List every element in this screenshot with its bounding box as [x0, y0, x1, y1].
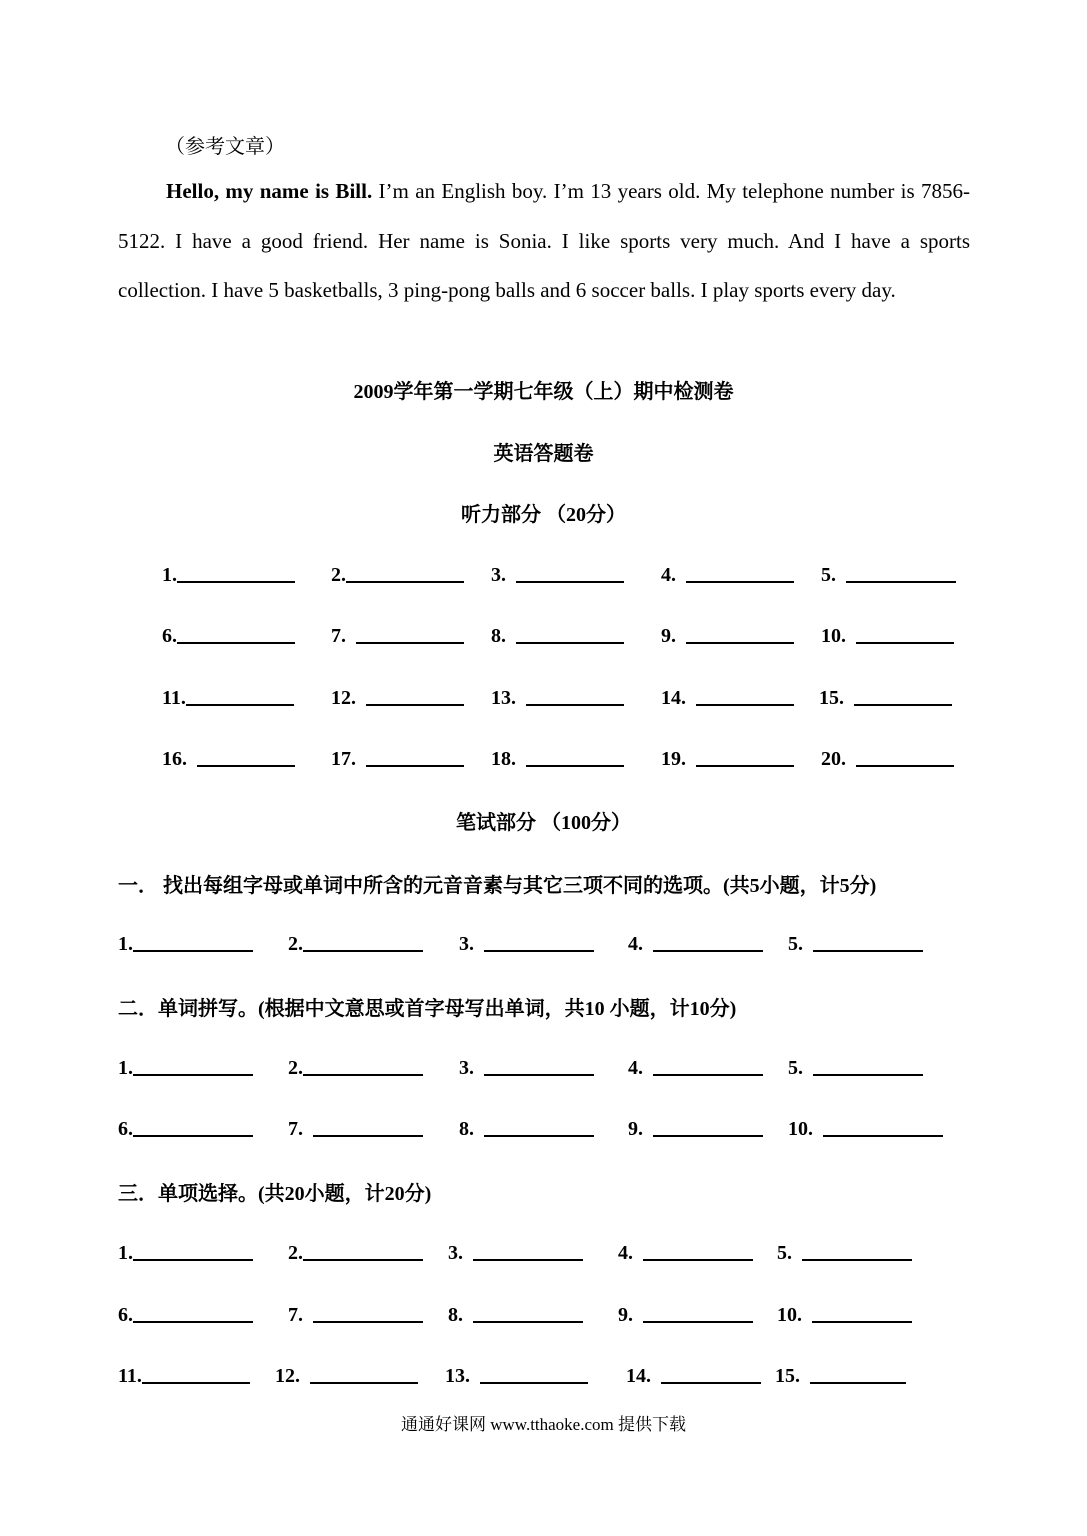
- answer-blank[interactable]: 2.: [288, 1054, 423, 1080]
- section-3-title: 三．单项选择。(共20小题，计20分): [118, 1183, 432, 1205]
- answer-blank[interactable]: 5.: [777, 1239, 912, 1265]
- answer-blank[interactable]: 15.: [775, 1362, 906, 1388]
- answer-blank[interactable]: 14.: [626, 1362, 761, 1388]
- answer-blank[interactable]: 1.: [118, 1054, 253, 1080]
- answer-blank[interactable]: 4.: [628, 930, 763, 956]
- answer-blank[interactable]: 9.: [628, 1115, 763, 1141]
- answer-blank[interactable]: 15.: [819, 684, 952, 710]
- answer-blank[interactable]: 12.: [331, 684, 464, 710]
- answer-blank[interactable]: 14.: [661, 684, 794, 710]
- section-3-row: [0, 1239, 1087, 1265]
- answer-blank[interactable]: 10.: [821, 622, 954, 648]
- footer-credit: 通通好课网 www.tthaoke.com 提供下载: [400, 1415, 687, 1434]
- answer-blank[interactable]: 3.: [491, 561, 624, 587]
- listening-row: [0, 684, 1087, 710]
- section-1-row: [0, 930, 1087, 956]
- answer-blank[interactable]: 12.: [275, 1362, 418, 1388]
- answer-blank[interactable]: 8.: [448, 1301, 583, 1327]
- answer-blank[interactable]: 7.: [331, 622, 464, 648]
- reference-bold-lead: Hello, my name is Bill.: [166, 179, 373, 203]
- answer-blank[interactable]: 8.: [459, 1115, 594, 1141]
- answer-blank[interactable]: 20.: [821, 745, 954, 771]
- reference-label: （参考文章）: [165, 136, 285, 158]
- answer-blank[interactable]: 4.: [618, 1239, 753, 1265]
- answer-blank[interactable]: 13.: [491, 684, 624, 710]
- answer-blank[interactable]: 1.: [118, 1239, 253, 1265]
- answer-blank[interactable]: 19.: [661, 745, 794, 771]
- answer-blank[interactable]: 9.: [618, 1301, 753, 1327]
- section-1-title: 一． 找出每组字母或单词中所含的元音音素与其它三项不同的选项。(共5小题，计5分): [118, 875, 877, 897]
- answer-blank[interactable]: 7.: [288, 1301, 423, 1327]
- answer-blank[interactable]: 18.: [491, 745, 624, 771]
- exam-title: 2009学年第一学期七年级（上）期中检测卷: [353, 381, 734, 403]
- reference-paragraph: [118, 167, 970, 316]
- section-2-row: [0, 1054, 1087, 1080]
- answer-blank[interactable]: 2.: [288, 1239, 423, 1265]
- answer-blank[interactable]: 1.: [162, 561, 295, 587]
- answer-blank[interactable]: 16.: [162, 745, 295, 771]
- answer-blank[interactable]: 17.: [331, 745, 464, 771]
- exam-subtitle: 英语答题卷: [493, 443, 594, 465]
- answer-blank[interactable]: 13.: [445, 1362, 588, 1388]
- section-2-row: [0, 1115, 1087, 1141]
- answer-blank[interactable]: 11.: [162, 684, 294, 710]
- reference-body: I’m an English boy. I’m 13 years old. My telephone number is 7856-5122. I have a good friend. Her name is Sonia. I like sports very much. And I have a sports collection. I have 5 basketballs, 3 ping-pong balls and 6 soccer balls. I play sports every day.: [118, 179, 970, 302]
- answer-blank[interactable]: 9.: [661, 622, 794, 648]
- listening-heading: 听力部分 （20分）: [461, 504, 626, 526]
- section-2-title: 二．单词拼写。(根据中文意思或首字母写出单词，共10 小题，计10分): [118, 998, 737, 1020]
- answer-blank[interactable]: 5.: [821, 561, 956, 587]
- listening-row: [0, 745, 1087, 771]
- answer-blank[interactable]: 6.: [162, 622, 295, 648]
- answer-blank[interactable]: 5.: [788, 1054, 923, 1080]
- answer-blank[interactable]: 5.: [788, 930, 923, 956]
- answer-blank[interactable]: 7.: [288, 1115, 423, 1141]
- answer-blank[interactable]: 10.: [777, 1301, 912, 1327]
- written-heading: 笔试部分 （100分）: [456, 812, 631, 834]
- answer-blank[interactable]: 8.: [491, 622, 624, 648]
- answer-blank[interactable]: 4.: [661, 561, 794, 587]
- answer-blank[interactable]: 3.: [448, 1239, 583, 1265]
- listening-row: [0, 622, 1087, 648]
- answer-blank[interactable]: 3.: [459, 1054, 594, 1080]
- answer-blank[interactable]: 11.: [118, 1362, 250, 1388]
- answer-blank[interactable]: 2.: [331, 561, 464, 587]
- section-3-row: [0, 1301, 1087, 1327]
- section-3-row: [0, 1362, 1087, 1388]
- answer-blank[interactable]: 6.: [118, 1301, 253, 1327]
- listening-row: [0, 561, 1087, 587]
- answer-blank[interactable]: 10.: [788, 1115, 943, 1141]
- answer-blank[interactable]: 4.: [628, 1054, 763, 1080]
- answer-blank[interactable]: 1.: [118, 930, 253, 956]
- answer-blank[interactable]: 6.: [118, 1115, 253, 1141]
- answer-blank[interactable]: 2.: [288, 930, 423, 956]
- answer-blank[interactable]: 3.: [459, 930, 594, 956]
